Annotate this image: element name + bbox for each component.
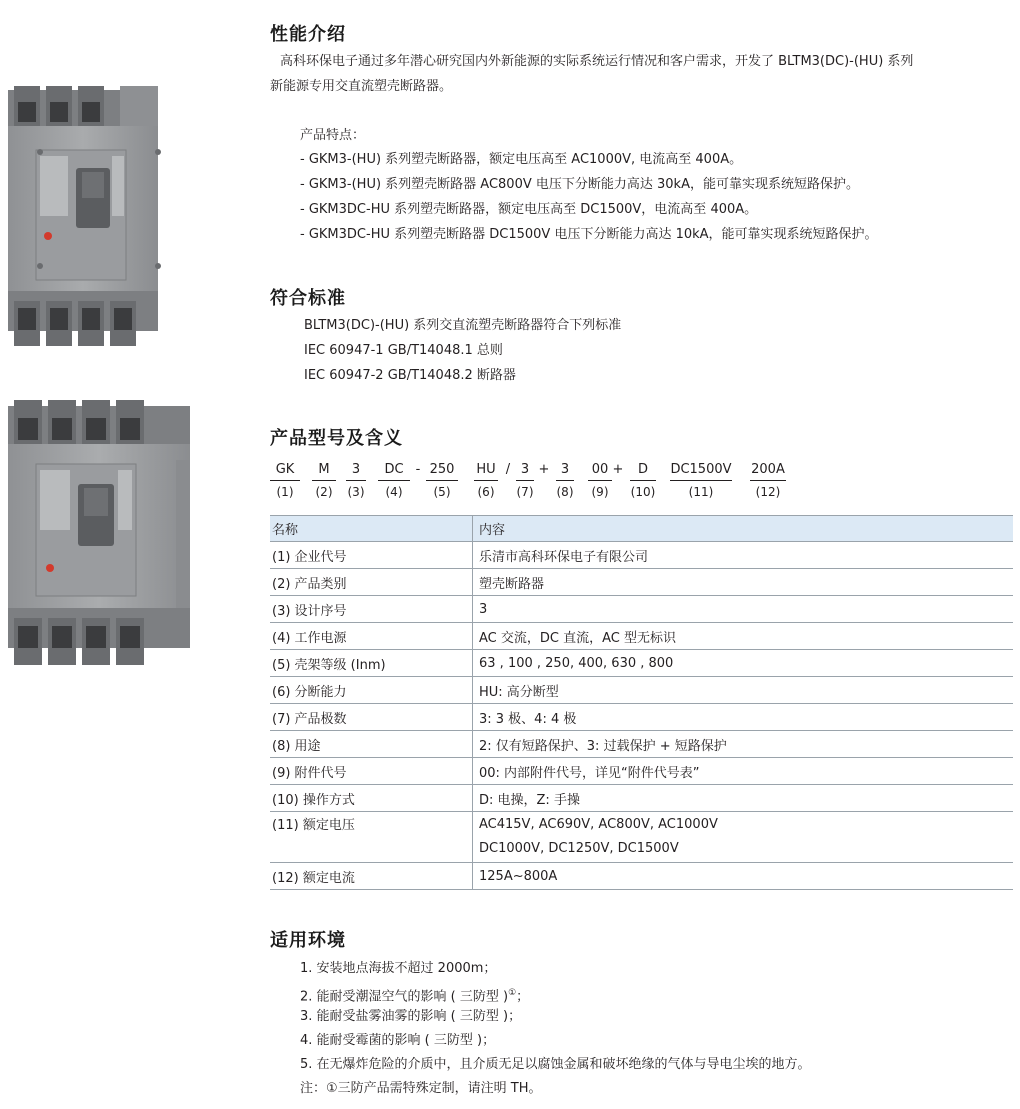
model-code-segment: DC1500V (11) <box>670 462 732 499</box>
table-row <box>270 677 1013 704</box>
table-cell-content: 63 , 100 , 250, 400, 630 , 800 <box>473 650 1014 677</box>
table-cell-name: (5) 壳架等级 (Inm) <box>270 650 473 677</box>
table-row <box>270 812 1013 863</box>
table-row <box>270 758 1013 785</box>
table-cell-content-line: DC1000V, DC1250V, DC1500V <box>479 841 679 856</box>
table-cell-content: 2: 仅有短路保护、3: 过载保护 + 短路保护 <box>473 731 1014 758</box>
model-code-segment: 3 (8) <box>556 462 574 499</box>
table-cell-content: 乐清市高科环保电子有限公司 <box>473 542 1014 569</box>
model-code-row <box>270 460 1015 504</box>
standards-heading: 符合标准 <box>270 288 346 309</box>
model-code-segment: 250 (5) <box>426 460 458 501</box>
table-cell-name: (4) 工作电源 <box>270 623 473 650</box>
environment-note: 注：①三防产品需特殊定制，请注明 TH。 <box>300 1081 542 1096</box>
model-code-separator: + <box>538 462 550 477</box>
model-code-segment: M (2) <box>312 460 336 501</box>
table-header-name: 名称 <box>270 516 473 542</box>
table-cell-name: (9) 附件代号 <box>270 758 473 785</box>
table-row <box>270 704 1013 731</box>
footnote-marker: ① <box>508 988 517 998</box>
table-cell-content-line: AC415V, AC690V, AC800V, AC1000V <box>479 817 718 832</box>
model-code-separator: / <box>505 462 511 477</box>
table-cell-content: 125A~800A <box>473 863 1014 890</box>
table-cell-content: 塑壳断路器 <box>473 569 1014 596</box>
environment-item: 3. 能耐受盐雾油雾的影响 ( 三防型 )； <box>300 1009 522 1024</box>
table-row <box>270 650 1013 677</box>
breaker-3pole-image <box>6 86 166 346</box>
table-row <box>270 623 1013 650</box>
table-cell-content: 00: 内部附件代号，详见“附件代号表” <box>473 758 1014 785</box>
model-code-segment: D (10) <box>630 462 656 499</box>
table-header-row <box>270 516 1013 542</box>
model-meaning-table <box>270 515 1013 890</box>
model-code-segment: 00 (9) <box>588 460 612 501</box>
table-cell-name: (12) 额定电流 <box>270 863 473 890</box>
model-code-segment: HU (6) <box>474 460 498 501</box>
table-cell-content <box>473 812 1014 863</box>
environment-item-text: 2. 能耐受潮湿空气的影响 ( 三防型 ) <box>300 989 509 1005</box>
table-cell-name: (11) 额定电压 <box>270 812 473 863</box>
environment-heading: 适用环境 <box>270 930 346 951</box>
features-label: 产品特点： <box>300 128 366 143</box>
model-heading: 产品型号及含义 <box>270 428 403 449</box>
performance-intro-line2: 新能源专用交直流塑壳断路器。 <box>270 79 453 94</box>
model-code-segment: DC (4) <box>378 460 410 501</box>
table-row <box>270 542 1013 569</box>
table-row <box>270 569 1013 596</box>
table-cell-content: 3 <box>473 596 1014 623</box>
standards-line: IEC 60947-2 GB/T14048.2 断路器 <box>304 368 516 383</box>
performance-intro-line1: 高科环保电子通过多年潜心研究国内外新能源的实际系统运行情况和客户需求，开发了 BLTM3(DC)-(HU) 系列 <box>280 54 914 69</box>
environment-item-tail: ； <box>516 989 530 1005</box>
table-cell-name: (2) 产品类别 <box>270 569 473 596</box>
standards-line: IEC 60947-1 GB/T14048.1 总则 <box>304 343 503 358</box>
table-cell-name: (3) 设计序号 <box>270 596 473 623</box>
environment-item: 5. 在无爆炸危险的介质中，且介质无足以腐蚀金属和破坏绝缘的气体与导电尘埃的地方。 <box>300 1057 811 1072</box>
table-cell-content: HU: 高分断型 <box>473 677 1014 704</box>
table-cell-name: (1) 企业代号 <box>270 542 473 569</box>
model-code-separator: - <box>415 462 421 477</box>
model-code-segment: 3 (7) <box>516 462 534 499</box>
table-row <box>270 863 1013 890</box>
table-cell-content: 3: 3 极、4: 4 极 <box>473 704 1014 731</box>
model-code-separator: + <box>612 462 624 477</box>
table-header-content: 内容 <box>473 516 1014 542</box>
feature-item: - GKM3-(HU) 系列塑壳断路器，额定电压高至 AC1000V, 电流高至 400A。 <box>300 152 743 167</box>
breaker-4pole-image <box>6 400 198 665</box>
table-row <box>270 596 1013 623</box>
model-code-segment: GK (1) <box>270 460 300 501</box>
model-code-segment: 200A (12) <box>751 462 785 499</box>
performance-heading: 性能介绍 <box>270 24 346 45</box>
table-cell-name: (6) 分断能力 <box>270 677 473 704</box>
table-row <box>270 731 1013 758</box>
table-cell-content: AC 交流，DC 直流，AC 型无标识 <box>473 623 1014 650</box>
table-cell-content: D: 电操，Z: 手操 <box>473 785 1014 812</box>
environment-item: 4. 能耐受霉菌的影响 ( 三防型 )； <box>300 1033 496 1048</box>
table-cell-name: (8) 用途 <box>270 731 473 758</box>
table-cell-name: (7) 产品极数 <box>270 704 473 731</box>
table-cell-name: (10) 操作方式 <box>270 785 473 812</box>
standards-line: BLTM3(DC)-(HU) 系列交直流塑壳断路器符合下列标准 <box>304 318 622 333</box>
model-code-segment: 3 (3) <box>347 462 365 499</box>
feature-item: - GKM3DC-HU 系列塑壳断路器 DC1500V 电压下分断能力高达 10kA，能可靠实现系统短路保护。 <box>300 227 878 242</box>
feature-item: - GKM3-(HU) 系列塑壳断路器 AC800V 电压下分断能力高达 30kA，能可靠实现系统短路保护。 <box>300 177 859 192</box>
table-row <box>270 785 1013 812</box>
feature-item: - GKM3DC-HU 系列塑壳断路器，额定电压高至 DC1500V，电流高至 400A。 <box>300 202 758 217</box>
environment-item: 1. 安装地点海拔不超过 2000m； <box>300 961 497 976</box>
